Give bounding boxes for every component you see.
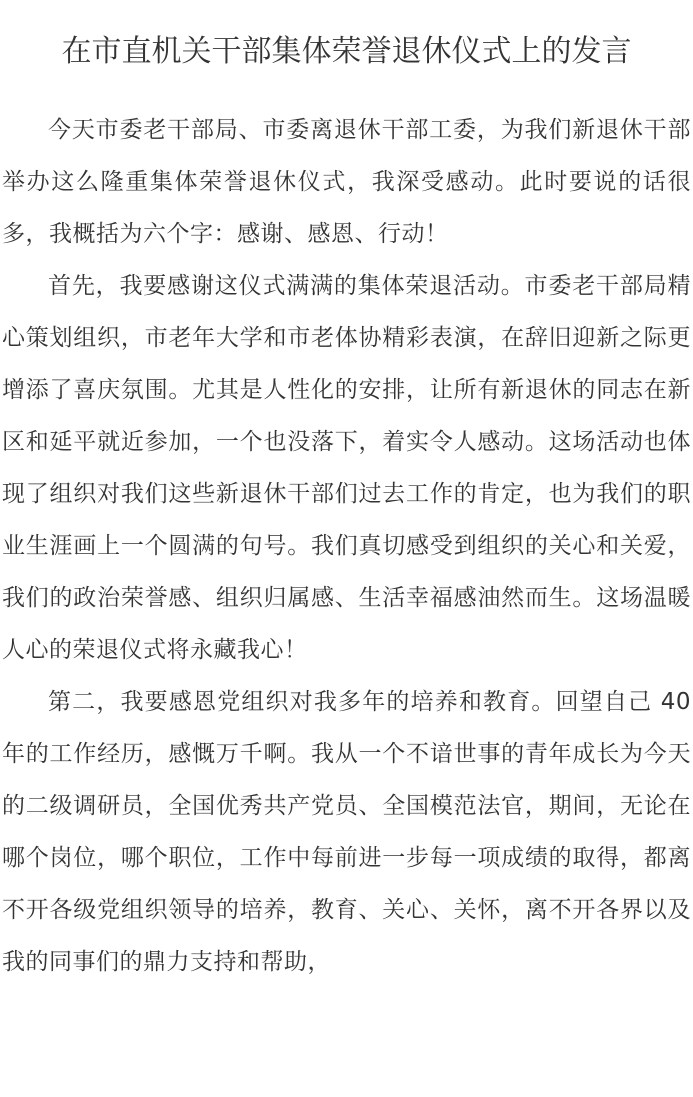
paragraph-2: 首先，我要感谢这仪式满满的集体荣退活动。市委老干部局精心策划组织，市老年大学和市老体协精彩表演，在辞旧迎新之际更增添了喜庆氛围。尤其是人性化的安排，让所有新退休的同志在新区和延平就近参加，一个也没落下，着实令人感动。这场活动也体现了组织对我们这些新退休干部们过去工作的肯定，也为我们的职业生涯画上一个圆满的句号。我们真切感受到组织的关心和关爱，我们的政治荣誉感、组织归属感、生活幸福感油然而生。这场温暖人心的荣退仪式将永藏我心！	[2, 273, 691, 663]
paragraph-3: 第二，我要感恩党组织对我多年的培养和教育。回望自己 40 年的工作经历，感慨万千啊。我从一个不谙世事的青年成长为今天的二级调研员，全国优秀共产党员、全国模范法官，期间，无论在哪个岗位，哪个职位，工作中每前进一步每一项成绩的取得，都离不开各级党组织领导的培养，教育、关心、关怀，离不开各界以及我的同事们的鼎力支持和帮助，	[2, 689, 691, 975]
document-body	[2, 104, 691, 988]
document-title: 在市直机关干部集体荣誉退休仪式上的发言	[61, 34, 632, 69]
paragraph-1: 今天市委老干部局、市委离退休干部工委，为我们新退休干部举办这么隆重集体荣誉退休仪式，我深受感动。此时要说的话很多，我概括为六个字：感谢、感恩、行动！	[2, 117, 691, 247]
